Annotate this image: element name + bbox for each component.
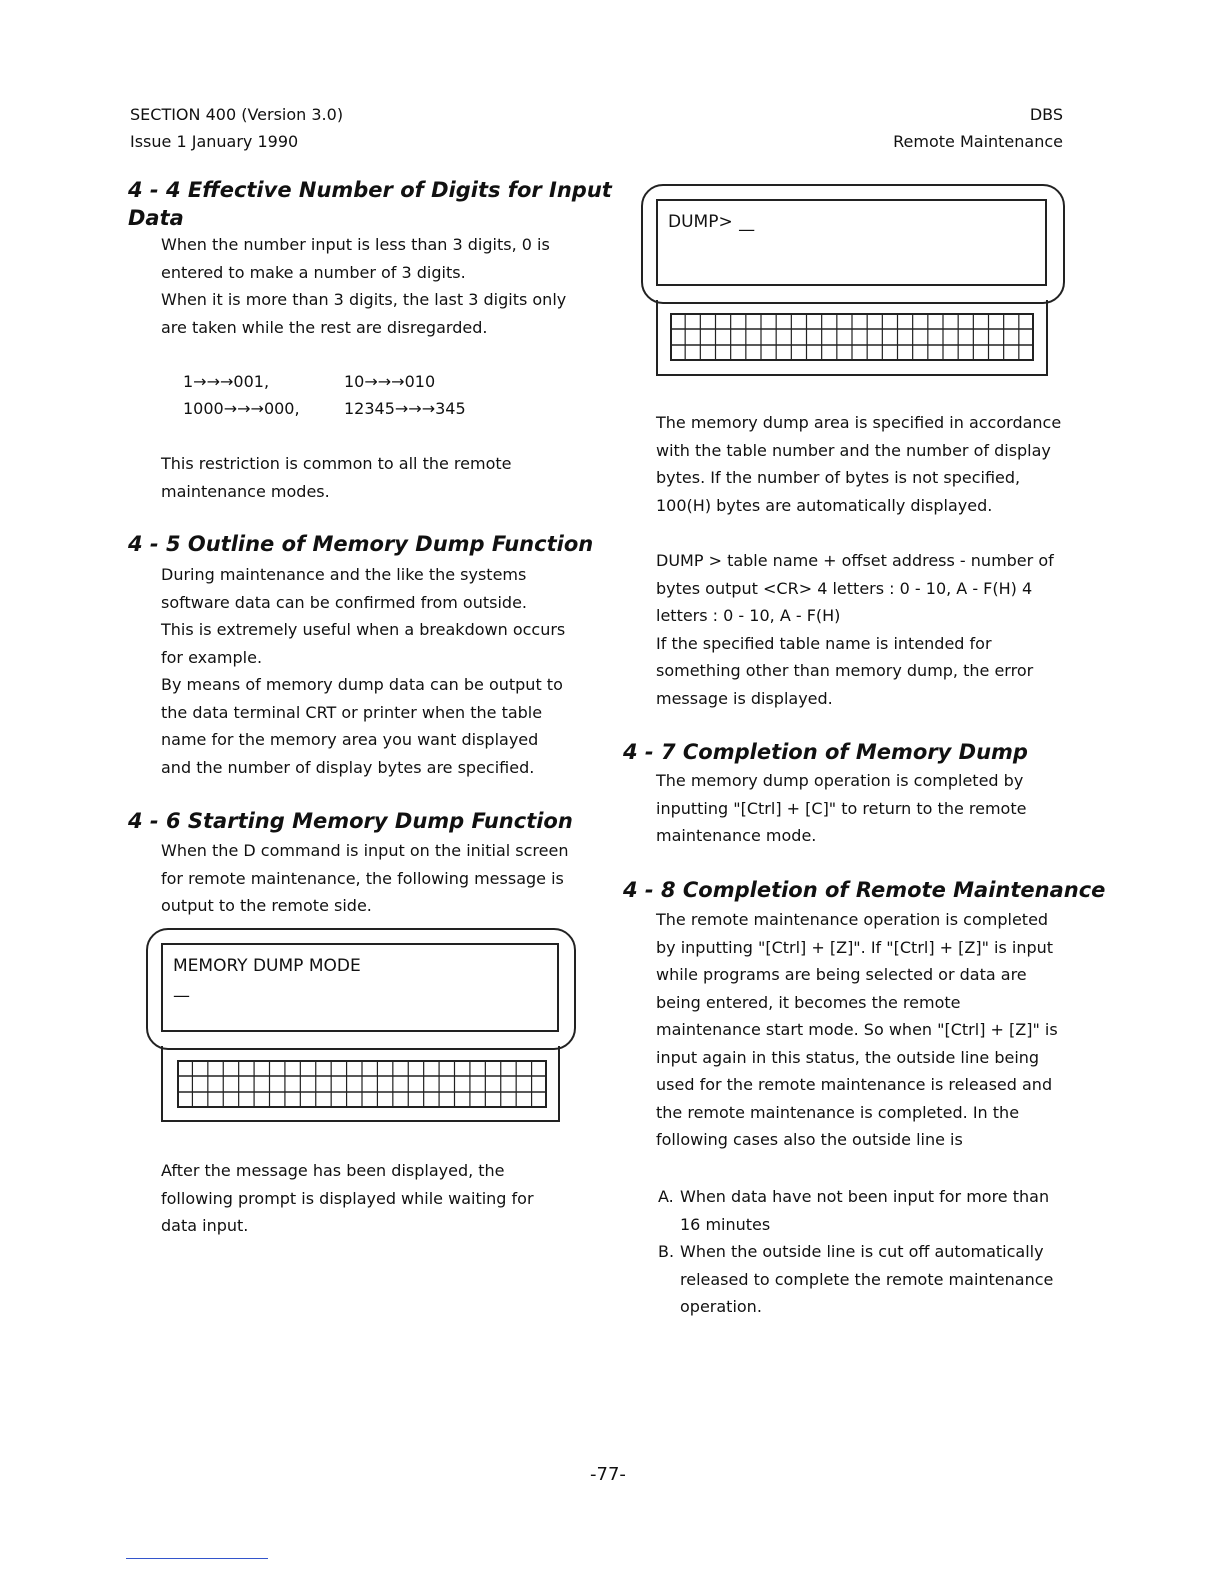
section-4-6-body: When the D command is input on the initial screen for remote maintenance, the following message is output to the remote side. xyxy=(161,841,569,915)
terminal-screen xyxy=(161,943,559,1032)
list-item: A. When data have not been input for more than 16 minutes xyxy=(658,1183,1088,1238)
section-4-8-title: 4 - 8 Completion of Remote Maintenance xyxy=(623,878,1106,902)
section-4-8-body: The remote maintenance operation is completed by inputting "[Ctrl] + [Z]". If "[Ctrl] + [Z]" is input while programs are being selected or data are being entered, it becomes the remote maintenance start mode. So when "[Ctrl] + [Z]" is input again in this status, the outside line being used for the remote maintenance is released and the remote maintenance is completed. In the following cases also the outside line is xyxy=(656,910,1058,1149)
dump-command-format: DUMP > table name + offset address - number of bytes output <CR> 4 letters : 0 - 10, A - F(H) 4 letters : 0 - 10, A - F(H) If the specified table name is intended for something other than memory dump, the error message is displayed. xyxy=(656,551,1054,708)
header-left xyxy=(130,101,343,155)
list-label: A. xyxy=(658,1187,674,1206)
page-number: -77- xyxy=(590,1464,626,1485)
section-label: SECTION 400 (Version 3.0) xyxy=(130,105,344,124)
terminal-screen xyxy=(656,199,1047,286)
header-right xyxy=(893,101,1063,155)
digit-example-2: 10→→→010 xyxy=(344,372,436,391)
footer-divider xyxy=(126,1558,268,1559)
dump-prompt-text: DUMP> xyxy=(668,212,733,232)
list-item: B. When the outside line is cut off automatically released to complete the remote maintenance operation. xyxy=(658,1238,1088,1321)
section-4-4-body: When the number input is less than 3 digits, 0 is entered to make a number of 3 digits. When it is more than 3 digits, the last 3 digits only are taken while the rest are disregarded. xyxy=(161,235,567,337)
issue-date: Issue 1 January 1990 xyxy=(130,132,299,151)
product-label: DBS xyxy=(1029,105,1063,124)
dump-area-description: The memory dump area is specified in accordance with the table number and the number of display bytes. If the number of bytes is not specified, 100(H) bytes are automatically displayed. xyxy=(656,413,1062,515)
section-4-4-title: 4 - 4 Effective Number of Digits for Input Data xyxy=(128,178,612,230)
keyboard-grid-icon xyxy=(670,313,1034,361)
section-4-6-after: After the message has been displayed, the following prompt is displayed while waiting for data input. xyxy=(161,1161,534,1235)
case-list xyxy=(658,1183,1088,1321)
section-4-4-note: This restriction is common to all the remote maintenance modes. xyxy=(161,454,512,501)
section-4-5-title: 4 - 5 Outline of Memory Dump Function xyxy=(128,532,594,556)
list-label: B. xyxy=(658,1242,675,1261)
section-4-6-title: 4 - 6 Starting Memory Dump Function xyxy=(128,809,573,833)
digit-example-1: 1→→→001, xyxy=(183,372,270,391)
keyboard-grid-icon xyxy=(177,1060,547,1108)
display-cursor: — xyxy=(173,986,190,1006)
section-4-7-body: The memory dump operation is completed by inputting "[Ctrl] + [C]" to return to the remote maintenance mode. xyxy=(656,771,1027,845)
display-text-memory-dump-mode: MEMORY DUMP MODE xyxy=(173,956,361,976)
chapter-label: Remote Maintenance xyxy=(893,132,1063,151)
section-4-5-body: During maintenance and the like the systems software data can be confirmed from outside. This is extremely useful when a breakdown occurs for example. By means of memory dump data can be output to the data terminal CRT or printer when the table name for the memory area you want displayed and the number of display bytes are specified. xyxy=(161,565,566,777)
digit-example-3: 1000→→→000, xyxy=(183,399,300,418)
section-4-7-title: 4 - 7 Completion of Memory Dump xyxy=(623,740,1028,764)
digit-example-4: 12345→→→345 xyxy=(344,399,466,418)
display-cursor: — xyxy=(738,220,756,240)
